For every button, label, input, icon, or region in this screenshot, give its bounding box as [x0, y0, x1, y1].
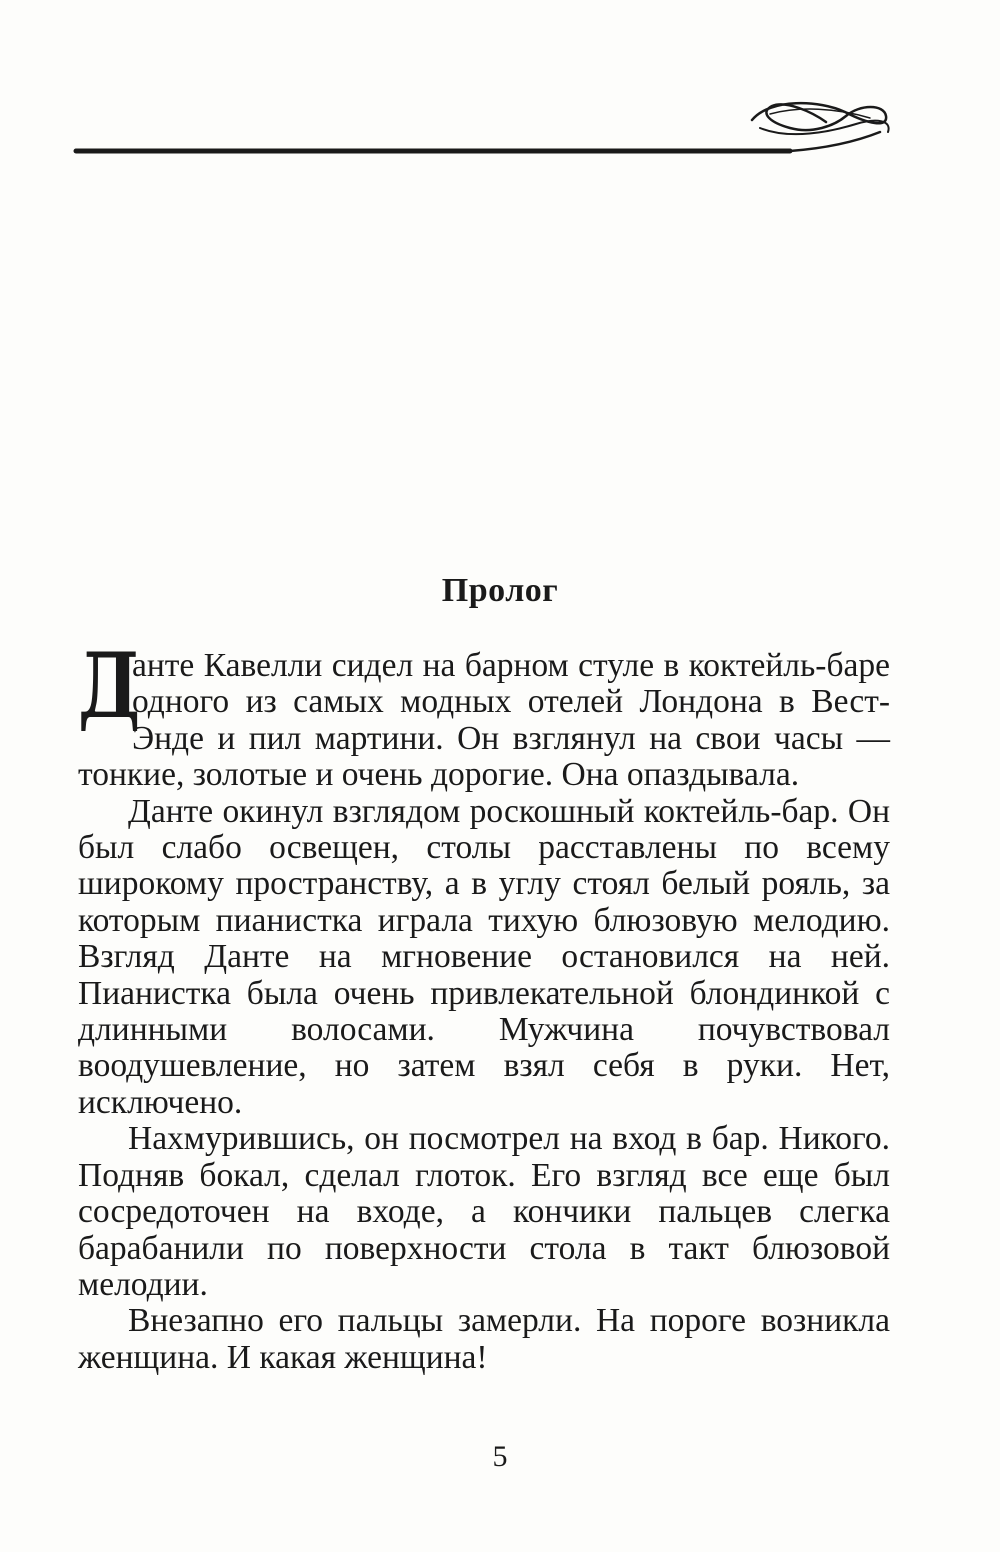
chapter-title: Пролог: [441, 572, 559, 609]
paragraph-1-text: анте Кавелли сидел на барном стуле в коктейль-баре одного из самых модных отелей Лондона в Вест-Энде и пил мартини. Он взглянул на свои часы — тонкие, золотые и очень дорогие. Она опаздывала.: [78, 647, 890, 794]
header-rule-ornament: [0, 0, 1000, 180]
paragraph-3: Нахмурившись, он посмотрел на вход в бар. Никого. Подняв бокал, сделал глоток. Его взгляд все еще был сосредоточен на входе, а кончики пальцев слегка барабанили по поверхности стола в такт блюзовой мелодии.: [78, 1120, 890, 1303]
paragraph-1: [78, 633, 890, 794]
page-number: 5: [492, 1440, 508, 1473]
paragraph-4: Внезапно его пальцы замерли. На пороге возникла женщина. И какая женщина!: [78, 1302, 890, 1376]
body-text: [78, 633, 890, 1376]
paragraph-2: Данте окинул взглядом роскошный коктейль-бар. Он был слабо освещен, столы расставлены по всему широкому пространству, а в углу стоял белый рояль, за которым пианистка играла тихую блюзовую мелодию. Взгляд Данте на мгновение остановился на ней. Пианистка была очень привлекательной блондинкой с длинными волосами. Мужчина почувствовал воодушевление, но затем взял себя в руки. Нет, исключено.: [78, 792, 890, 1121]
drop-cap: Д: [78, 633, 141, 739]
